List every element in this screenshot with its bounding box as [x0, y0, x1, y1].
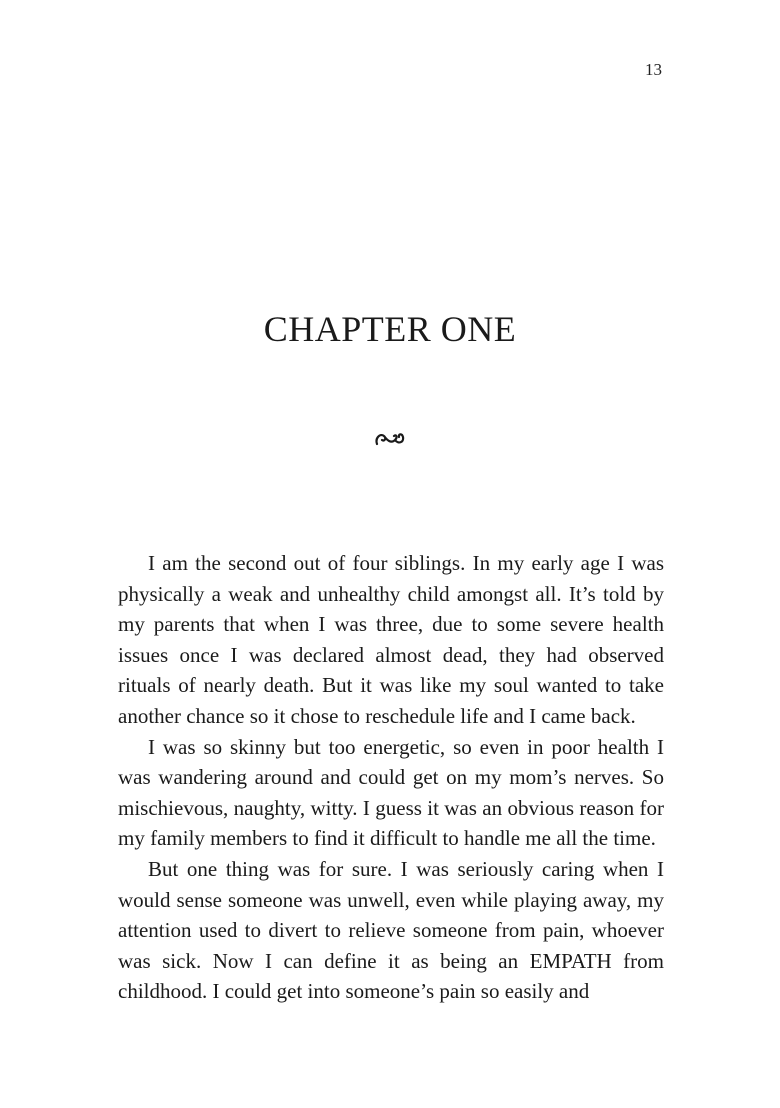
body-paragraph: I was so skinny but too energetic, so even in poor health I was wandering around and could get on my mom’s nerves. So mischievous, naughty, witty. I guess it was an obvious reason for my family members to find it difficult to handle me all the time. — [118, 734, 664, 851]
body-paragraph: But one thing was for sure. I was seriously caring when I would sense someone was unwell, even while playing away, my attention used to divert to relieve someone from pain, whoever was sick. Now I can define it as being an EMPATH from childhood. I could get into someone’s pain so easily and — [118, 856, 664, 1004]
ornament-divider — [0, 430, 780, 455]
fleuron-ornament-icon — [373, 437, 407, 454]
chapter-body — [118, 548, 664, 1007]
chapter-title: CHAPTER ONE — [263, 309, 517, 349]
page-number: 13 — [645, 60, 662, 79]
body-paragraph: I am the second out of four siblings. In my early age I was physically a weak and unhealthy child amongst all. It’s told by my parents that when I was three, due to some severe health issues once I was declared almost dead, they had observed rituals of nearly death. But it was like my soul wanted to take another chance so it chose to reschedule life and I came back. — [118, 551, 664, 728]
